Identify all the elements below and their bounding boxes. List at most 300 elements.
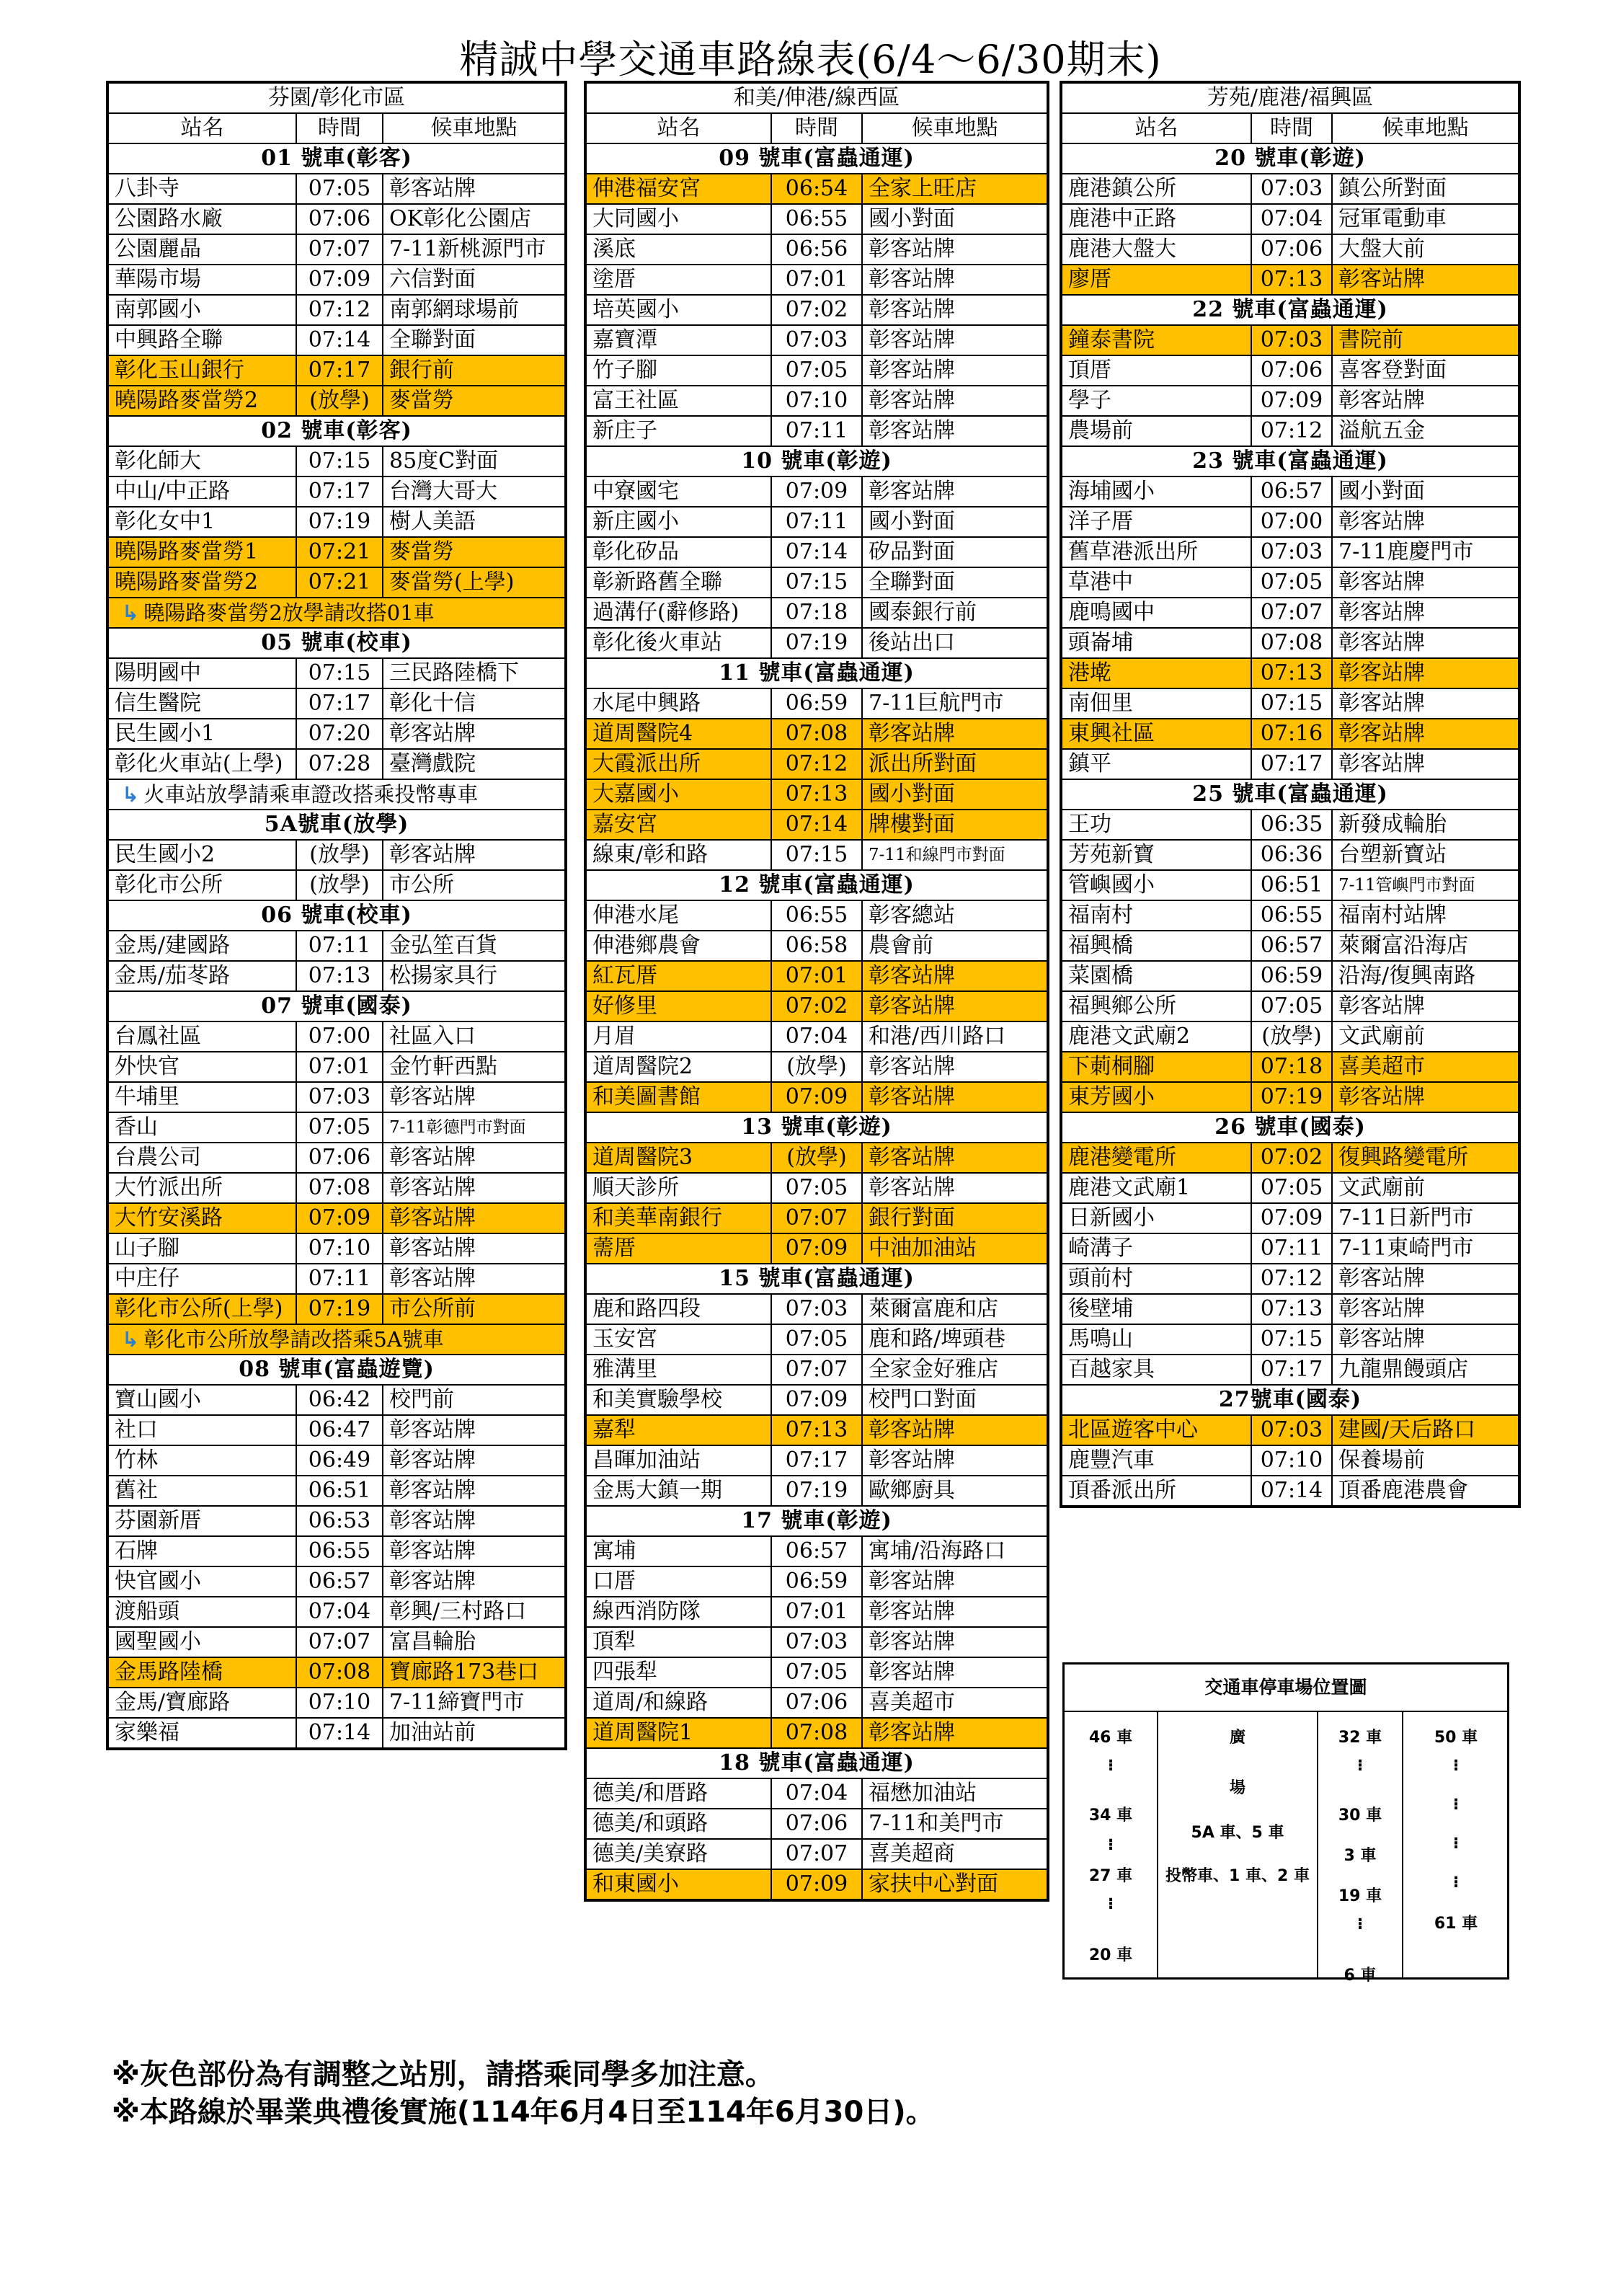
page-title: 精誠中學交通車路線表(6/4～6/30期末): [459, 37, 1162, 82]
return-arrow-icon: ↳: [122, 782, 140, 807]
stop-location: 彰客站牌: [862, 1173, 1047, 1203]
stop-station: 鐘泰書院: [1062, 325, 1251, 355]
bus-header-row: [109, 900, 564, 931]
stop-station: 東興社區: [1062, 719, 1251, 749]
stop-time: 07:01: [771, 265, 862, 295]
stop-location: 派出所對面: [862, 749, 1047, 779]
stop-time: 06:57: [1251, 477, 1332, 507]
stop-location: 全聯對面: [862, 567, 1047, 598]
stop-station: 彰化師大: [109, 446, 296, 477]
stop-location: 彰客站牌: [1332, 598, 1518, 628]
stop-row: [587, 598, 1047, 628]
stop-location: 彰客站牌: [862, 1052, 1047, 1082]
stop-time: 07:06: [1251, 234, 1332, 265]
stop-time: 07:08: [771, 719, 862, 749]
route-column-fangyuan: [1060, 81, 1521, 1508]
stop-location: 全家上旺店: [862, 174, 1047, 204]
stop-time: 07:08: [771, 1718, 862, 1748]
stop-row: [109, 719, 564, 749]
stop-location: 臺灣戲院: [383, 749, 564, 779]
stop-station: 福興橋: [1062, 931, 1251, 961]
stop-station: 彰化火車站(上學): [109, 749, 296, 779]
stop-station: 社口: [109, 1415, 296, 1445]
stop-station: 頭前村: [1062, 1264, 1251, 1294]
stop-time: 07:05: [296, 174, 383, 204]
stop-row: [1062, 174, 1518, 204]
stop-station: 中山/中正路: [109, 477, 296, 507]
stop-location: 彰客站牌: [862, 1445, 1047, 1476]
stop-location: 7-11締寶門市: [383, 1688, 564, 1718]
stop-station: 德美/和頭路: [587, 1809, 771, 1839]
stop-location: 彰客站牌: [862, 295, 1047, 325]
stop-station: 彰化市公所: [109, 870, 296, 900]
stop-row: [109, 1415, 564, 1445]
stop-time: 06:58: [771, 931, 862, 961]
stop-row: [1062, 628, 1518, 658]
stop-time: 07:09: [1251, 1203, 1332, 1233]
stop-row: [109, 870, 564, 900]
parking-label: 20 車: [1088, 1946, 1133, 1964]
stop-time: 07:11: [771, 507, 862, 537]
stop-station: 快官國小: [109, 1566, 296, 1597]
stop-station: 德美/美寮路: [587, 1839, 771, 1869]
stop-time: 07:07: [771, 1203, 862, 1233]
route-column-fenyuan: [106, 81, 567, 1750]
stop-location: 彰客站牌: [383, 1566, 564, 1597]
stop-location: 農會前: [862, 931, 1047, 961]
bus-header-row: [587, 1112, 1047, 1143]
stop-row: [109, 1264, 564, 1294]
parking-dots: ⁝: [1452, 1874, 1460, 1892]
parking-dots: ⁝: [1107, 1757, 1114, 1775]
parking-label: 27 車: [1088, 1867, 1133, 1885]
stop-location: 富昌輪胎: [383, 1627, 564, 1657]
parking-label: 3 車: [1344, 1847, 1377, 1865]
bus-number: 17 號車(彰遊): [587, 1506, 1047, 1536]
stop-row: [587, 1355, 1047, 1385]
stop-location: 台塑新寶站: [1332, 840, 1518, 870]
stop-station: 馬鳴山: [1062, 1324, 1251, 1355]
stop-station: 線西消防隊: [587, 1597, 771, 1627]
stop-time: 07:02: [1251, 1143, 1332, 1173]
stop-location: 彰客站牌: [383, 1476, 564, 1506]
stop-row: [109, 446, 564, 477]
stop-row: [1062, 234, 1518, 265]
stop-location: 7-11新桃源門市: [383, 234, 564, 265]
stop-location: 彰客站牌: [383, 1233, 564, 1264]
stop-row: [587, 1385, 1047, 1415]
stop-station: 金馬大鎮一期: [587, 1476, 771, 1506]
bus-number: 15 號車(富蟲通運): [587, 1264, 1047, 1294]
stop-location: 文武廟前: [1332, 1173, 1518, 1203]
stop-location: 彰客站牌: [862, 1082, 1047, 1112]
stop-time: 07:14: [771, 537, 862, 567]
stop-location: 麥當勞: [383, 537, 564, 567]
stop-location: 金竹軒西點: [383, 1052, 564, 1082]
stop-station: 竹林: [109, 1445, 296, 1476]
stop-station: 南佃里: [1062, 688, 1251, 719]
stop-location: 萊爾富沿海店: [1332, 931, 1518, 961]
stop-time: 07:16: [1251, 719, 1332, 749]
bus-number: 23 號車(富蟲通運): [1062, 446, 1518, 477]
return-arrow-icon: ↳: [122, 1327, 140, 1352]
stop-row: [1062, 900, 1518, 931]
col2-body: [587, 84, 1047, 1899]
stop-row: [587, 1688, 1047, 1718]
stop-location: 彰客站牌: [862, 355, 1047, 386]
parking-col-4: [1403, 1711, 1509, 1977]
header-time: 時間: [771, 113, 862, 143]
stop-station: 下莿桐腳: [1062, 1052, 1251, 1082]
stop-location: 彰客站牌: [1332, 688, 1518, 719]
stop-location: 國小對面: [862, 204, 1047, 234]
stop-station: 鹿港變電所: [1062, 1143, 1251, 1173]
stop-location: 彰客站牌: [862, 265, 1047, 295]
stop-station: 農場前: [1062, 416, 1251, 446]
stop-station: 牛埔里: [109, 1082, 296, 1112]
stop-row: [109, 1566, 564, 1597]
stop-time: 07:19: [296, 1294, 383, 1324]
parking-map-title: 交通車停車場位置圖: [1065, 1665, 1507, 1712]
stop-station: 過溝仔(辭修路): [587, 598, 771, 628]
stop-location: 彰客站牌: [862, 416, 1047, 446]
stop-row: [109, 658, 564, 688]
parking-dots: ⁝: [1452, 1835, 1460, 1853]
stop-location: 彰客站牌: [1332, 1082, 1518, 1112]
parking-dots: ⁝: [1356, 1915, 1364, 1933]
bus-number: 12 號車(富蟲通運): [587, 870, 1047, 900]
stop-station: 後壁埔: [1062, 1294, 1251, 1324]
parking-col-3: [1318, 1711, 1402, 1985]
return-arrow-icon: ↳: [122, 600, 140, 625]
stop-time: 07:11: [296, 931, 383, 961]
stop-location: 麥當勞(上學): [383, 567, 564, 598]
stop-station: 道周/和線路: [587, 1688, 771, 1718]
stop-station: 順天診所: [587, 1173, 771, 1203]
stop-station: 大竹安溪路: [109, 1203, 296, 1233]
stop-row: [109, 1688, 564, 1718]
route-note: [109, 598, 564, 628]
stop-row: [587, 386, 1047, 416]
stop-location: 彰客站牌: [862, 1566, 1047, 1597]
stop-station: 台農公司: [109, 1143, 296, 1173]
stop-row: [1062, 386, 1518, 416]
stop-time: 07:14: [771, 810, 862, 840]
stop-time: 07:05: [771, 355, 862, 386]
stop-row: [109, 234, 564, 265]
stop-time: 07:00: [1251, 507, 1332, 537]
stop-row: [109, 204, 564, 234]
stop-location: 六信對面: [383, 265, 564, 295]
stop-row: [109, 931, 564, 961]
stop-row: [1062, 477, 1518, 507]
stop-station: 菜園橋: [1062, 961, 1251, 991]
stop-row: [109, 1445, 564, 1476]
stop-station: 德美/和厝路: [587, 1778, 771, 1809]
stop-row: [587, 991, 1047, 1021]
stop-location: 彰化十信: [383, 688, 564, 719]
stop-location: 全聯對面: [383, 325, 564, 355]
stop-location: 國小對面: [1332, 477, 1518, 507]
stop-station: 頂犁: [587, 1627, 771, 1657]
stop-station: 福興鄉公所: [1062, 991, 1251, 1021]
stop-location: 彰客站牌: [862, 961, 1047, 991]
stop-row: [587, 1415, 1047, 1445]
stop-time: 07:03: [1251, 537, 1332, 567]
stop-time: 07:07: [296, 1627, 383, 1657]
stop-row: [587, 355, 1047, 386]
bus-number: 22 號車(富蟲通運): [1062, 295, 1518, 325]
stop-time: 06:53: [296, 1506, 383, 1536]
stop-row: [1062, 1294, 1518, 1324]
parking-label: 6 車: [1344, 1967, 1377, 1985]
stop-time: 07:19: [1251, 1082, 1332, 1112]
region-title: 和美/伸港/線西區: [587, 84, 1047, 113]
stop-time: 07:15: [296, 446, 383, 477]
stop-location: 彰客站牌: [1332, 265, 1518, 295]
stop-station: 南郭國小: [109, 295, 296, 325]
stop-location: 書院前: [1332, 325, 1518, 355]
stop-time: 06:55: [1251, 900, 1332, 931]
stop-location: 文武廟前: [1332, 1021, 1518, 1052]
stop-location: 7-11和線門市對面: [862, 840, 1047, 870]
stop-station: 日新國小: [1062, 1203, 1251, 1233]
header-stop: 候車地點: [383, 113, 564, 143]
stop-location: 歐鄉廚具: [862, 1476, 1047, 1506]
stop-station: 曉陽路麥當勞2: [109, 386, 296, 416]
stop-location: 7-11和美門市: [862, 1809, 1047, 1839]
stop-time: 07:04: [1251, 204, 1332, 234]
stop-time: 07:14: [1251, 1476, 1332, 1505]
stop-row: [1062, 1021, 1518, 1052]
stop-row: [1062, 1415, 1518, 1445]
stop-station: 香山: [109, 1112, 296, 1143]
parking-col-1: [1065, 1711, 1157, 1977]
stop-location: 彰客站牌: [1332, 567, 1518, 598]
stop-row: [587, 1203, 1047, 1233]
stop-row: [587, 719, 1047, 749]
bus-header-row: [587, 1506, 1047, 1536]
stop-location: 7-11鹿慶門市: [1332, 537, 1518, 567]
stop-location: OK彰化公園店: [383, 204, 564, 234]
region-header-row: [109, 84, 564, 113]
stop-time: 07:09: [771, 1869, 862, 1899]
stop-location: 7-11東崎門市: [1332, 1233, 1518, 1264]
stop-location: 彰客站牌: [1332, 658, 1518, 688]
stop-location: 寶廊路173巷口: [383, 1657, 564, 1688]
stop-time: (放學): [296, 386, 383, 416]
stop-row: [1062, 355, 1518, 386]
stop-location: 中油加油站: [862, 1233, 1047, 1264]
stop-row: [109, 1052, 564, 1082]
stop-row: [1062, 658, 1518, 688]
stop-station: 嘉寶潭: [587, 325, 771, 355]
stop-row: [587, 961, 1047, 991]
route-note-row: [109, 779, 564, 810]
stop-station: 中庄仔: [109, 1264, 296, 1294]
stop-time: 07:12: [1251, 416, 1332, 446]
stop-row: [109, 688, 564, 719]
stop-location: 7-11巨航門市: [862, 688, 1047, 719]
stop-station: 月眉: [587, 1021, 771, 1052]
stop-time: 07:14: [296, 325, 383, 355]
bus-number: 25 號車(富蟲通運): [1062, 779, 1518, 810]
header-stop: 候車地點: [1332, 113, 1518, 143]
parking-dots: ⁝: [1452, 1796, 1460, 1814]
stop-row: [1062, 416, 1518, 446]
stop-station: 公園路水廠: [109, 204, 296, 234]
bus-header-row: [587, 446, 1047, 477]
stop-time: 07:21: [296, 567, 383, 598]
stop-row: [1062, 537, 1518, 567]
stop-station: 八卦寺: [109, 174, 296, 204]
column-header-row: [1062, 113, 1518, 143]
stop-time: 06:59: [1251, 961, 1332, 991]
stop-row: [1062, 507, 1518, 537]
stop-station: 道周醫院1: [587, 1718, 771, 1748]
stop-location: 福南村站牌: [1332, 900, 1518, 931]
stop-row: [587, 779, 1047, 810]
stop-location: 彰興/三村路口: [383, 1597, 564, 1627]
stop-time: (放學): [296, 870, 383, 900]
stop-location: 彰客站牌: [383, 840, 564, 870]
stop-location: 台灣大哥大: [383, 477, 564, 507]
stop-row: [587, 1445, 1047, 1476]
stop-time: 07:09: [296, 1203, 383, 1233]
stop-location: 喜美超市: [1332, 1052, 1518, 1082]
stop-time: 07:06: [296, 1143, 383, 1173]
stop-station: 芳苑新寶: [1062, 840, 1251, 870]
stop-station: 薷厝: [587, 1233, 771, 1264]
stop-time: 06:35: [1251, 810, 1332, 840]
stop-location: 7-11管嶼門市對面: [1332, 870, 1518, 900]
stop-location: 彰客站牌: [383, 174, 564, 204]
route-note-row: [109, 1324, 564, 1355]
stop-location: 後站出口: [862, 628, 1047, 658]
stop-location: 彰客站牌: [383, 1264, 564, 1294]
header-time: 時間: [296, 113, 383, 143]
stop-time: 07:20: [296, 719, 383, 749]
stop-location: 彰客站牌: [383, 1082, 564, 1112]
stop-row: [587, 1536, 1047, 1566]
stop-station: 和美華南銀行: [587, 1203, 771, 1233]
stop-row: [109, 1718, 564, 1747]
stop-station: 彰化玉山銀行: [109, 355, 296, 386]
bus-number: 05 號車(校車): [109, 628, 564, 658]
stop-time: 07:07: [771, 1355, 862, 1385]
stop-station: 大同國小: [587, 204, 771, 234]
stop-time: 07:12: [296, 295, 383, 325]
stop-location: 新發成輪胎: [1332, 810, 1518, 840]
route-note-text: 曉陽路麥當勞2放學請改搭01車: [143, 600, 435, 625]
stop-time: 06:36: [1251, 840, 1332, 870]
stop-time: 06:55: [296, 1536, 383, 1566]
stop-location: 市公所: [383, 870, 564, 900]
stop-station: 寓埔: [587, 1536, 771, 1566]
stop-location: 彰客站牌: [383, 1143, 564, 1173]
parking-dots: ⁝: [1452, 1757, 1460, 1775]
stop-location: 國小對面: [862, 507, 1047, 537]
bus-number: 02 號車(彰客): [109, 416, 564, 446]
stop-station: 鹿港中正路: [1062, 204, 1251, 234]
stop-station: 曉陽路麥當勞2: [109, 567, 296, 598]
bus-number: 01 號車(彰客): [109, 143, 564, 174]
stop-row: [109, 1506, 564, 1536]
stop-row: [587, 628, 1047, 658]
stop-station: 雅溝里: [587, 1355, 771, 1385]
stop-location: 彰客站牌: [1332, 1264, 1518, 1294]
stop-row: [587, 1566, 1047, 1597]
stop-station: 東芳國小: [1062, 1082, 1251, 1112]
stop-time: 07:18: [1251, 1052, 1332, 1082]
stop-time: 07:19: [296, 507, 383, 537]
stop-row: [109, 1173, 564, 1203]
stop-station: 台鳳社區: [109, 1021, 296, 1052]
bus-header-row: [109, 416, 564, 446]
bus-header-row: [1062, 1385, 1518, 1415]
stop-station: 伸港鄉農會: [587, 931, 771, 961]
col3-body: [1062, 84, 1518, 1505]
stop-row: [587, 567, 1047, 598]
stop-row: [109, 1021, 564, 1052]
stop-station: 頂番派出所: [1062, 1476, 1251, 1505]
stop-row: [587, 1082, 1047, 1112]
stop-row: [1062, 1143, 1518, 1173]
stop-time: 07:10: [771, 386, 862, 416]
stop-location: 彰客站牌: [862, 325, 1047, 355]
parking-label: 61 車: [1434, 1915, 1478, 1933]
stop-time: 07:03: [296, 1082, 383, 1112]
stop-location: 彰客站牌: [862, 1718, 1047, 1748]
stop-row: [587, 900, 1047, 931]
stop-time: 07:13: [771, 1415, 862, 1445]
stop-station: 外快官: [109, 1052, 296, 1082]
stop-location: 國小對面: [862, 779, 1047, 810]
stop-time: 07:05: [771, 1173, 862, 1203]
stop-time: 06:59: [771, 688, 862, 719]
stop-row: [587, 1597, 1047, 1627]
stop-station: 中寮國宅: [587, 477, 771, 507]
header-station: 站名: [587, 113, 771, 143]
stop-time: 07:17: [771, 1445, 862, 1476]
stop-row: [587, 295, 1047, 325]
stop-row: [587, 1233, 1047, 1264]
stop-location: 溢航五金: [1332, 416, 1518, 446]
stop-time: 07:19: [771, 628, 862, 658]
stop-row: [1062, 961, 1518, 991]
stop-row: [109, 325, 564, 355]
stop-station: 鹿豐汽車: [1062, 1445, 1251, 1476]
stop-station: 玉安宮: [587, 1324, 771, 1355]
parking-label: 46 車: [1088, 1729, 1133, 1747]
stop-time: 07:28: [296, 749, 383, 779]
stop-time: 06:47: [296, 1415, 383, 1445]
stop-row: [587, 1657, 1047, 1688]
stop-location: 校門前: [383, 1385, 564, 1415]
stop-station: 新庄子: [587, 416, 771, 446]
stop-location: 金弘笙百貨: [383, 931, 564, 961]
stop-time: 07:13: [1251, 1294, 1332, 1324]
stop-location: 保養場前: [1332, 1445, 1518, 1476]
bus-number: 26 號車(國泰): [1062, 1112, 1518, 1143]
stop-time: 07:05: [296, 1112, 383, 1143]
bus-header-row: [109, 628, 564, 658]
route-note-text: 彰化市公所放學請改搭乘5A號車: [143, 1327, 444, 1352]
stop-time: 07:01: [771, 1597, 862, 1627]
stop-time: 07:15: [771, 840, 862, 870]
column-header-row: [109, 113, 564, 143]
stop-station: 洋子厝: [1062, 507, 1251, 537]
